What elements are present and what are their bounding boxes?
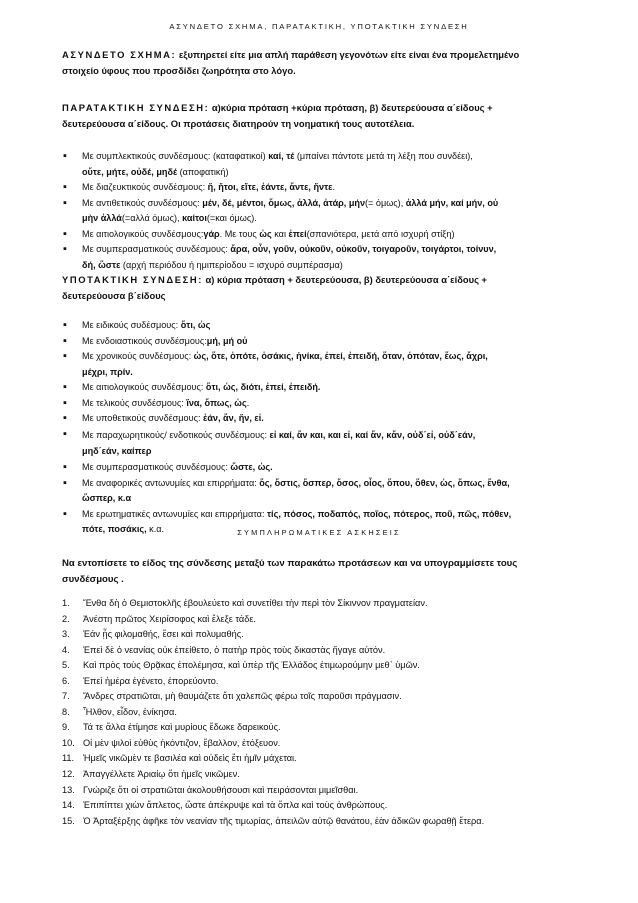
asyndeto-text-line2: στοιχείο ύφους που προσδίδει ζωηρότητα στο λόγο. [62, 64, 296, 76]
item-text: . [246, 397, 250, 408]
list-item [62, 318, 582, 334]
task-line1: Να εντοπίσετε το είδος της σύνδεσης μεταξύ των παρακάτω προτάσεων και να υπογραμμίσετε τους [62, 558, 518, 569]
exercise-sentence: Γνώριζε ὅτι οἱ στρατιῶται ἀκολουθήσουσι καὶ πειράσονται μιμεῖσθαι. [83, 784, 359, 795]
list-item [62, 411, 582, 427]
exercise-number: 15. [62, 815, 75, 826]
exercise-sentence: Ἀνέστη πρῶτος Χειρίσοφος καὶ ἔλεξε τάδε. [83, 613, 256, 624]
exercise-item [62, 674, 582, 690]
exercise-number: 5. [62, 660, 70, 671]
parataktiki-section [62, 100, 577, 131]
item-text: Με αντιθετικούς συνδέσμους: [82, 197, 203, 208]
item-text: Με ερωτηματικές αντωνυμίες και επιρρήματα: [82, 508, 267, 519]
exercise-number: 2. [62, 613, 70, 624]
ypotaktiki-section [62, 272, 577, 303]
item-conjunctions: οὔτε, μήτε, οὐδέ, μηδέ [82, 166, 178, 177]
list-item [62, 180, 582, 196]
exercise-sentence: Ἄνδρες στρατιῶται, μὴ θαυμάζετε ὅτι χαλεπῶς φέρω τοῖς παροῦσι πράγμασιν. [83, 691, 402, 702]
exercise-sentence: Ἦλθον, εἶδον, ἐνίκησα. [83, 706, 177, 717]
item-conjunctions: δή, ὥστε [82, 259, 121, 270]
parataktiki-text-line2: δευτερεύουσα α΄είδους. Οι προτάσεις διατηρούν τη νοηματική τους αυτοτέλεια. [62, 117, 415, 129]
exercise-item [62, 736, 582, 752]
exercise-sentence: Οἱ μὲν ψιλοὶ εὐθὺς ἠκόντιζον, ἔβαλλον, ἐτόξευον. [83, 737, 281, 748]
exercise-sentence: Ἐπιπίπτει χιὼν ἄπλετος, ὥστε ἀπέκρυψε καὶ τὰ ὅπλα καὶ τοὺς ἀνθρώπους. [83, 800, 388, 811]
exercise-number: 1. [62, 598, 70, 608]
exercises-task [62, 556, 577, 587]
parataktiki-label: ΠΑΡΑΤΑΚΤΙΚΗ ΣΥΝΔΕΣΗ: [62, 102, 210, 113]
exercise-sentence: Ἀπαγγέλλετε Ἀριαίῳ ὅτι ἡμεῖς νικῶμεν. [83, 769, 240, 780]
item-text: Με συμπλεκτικούς συνδέσμους: (καταφατικοί) [82, 151, 269, 161]
exercise-sentence: Ἡμεῖς νικῶμὲν τε βασιλέα καὶ οὐδεὶς ἔτι ἡμῖν μάχεται. [83, 753, 297, 764]
list-item [62, 227, 582, 243]
exercise-sentence: Ἐάν ᾖς φιλομαθής, ἔσει καὶ πολυμαθής. [83, 629, 244, 640]
item-text: και [271, 228, 289, 239]
item-conjunctions: ἵνα, ὅπως, ὡς [186, 397, 247, 408]
item-text: (αποφατική) [177, 166, 229, 177]
exercise-number: 10. [62, 737, 75, 748]
exercise-item [62, 783, 582, 799]
item-text: Με τελικούς συνδέσμους: [82, 397, 187, 408]
item-conjunctions: ὡς, ὅτε, ὁπότε, ὁσάκις, ἡνίκα, ἐπεί, ἐπειδή, ὅταν, ὁπόταν, ἕως, ἄχρι, [193, 351, 488, 361]
asyndeto-label: ΑΣΥΝΔΕΤΟ ΣΧΗΜΑ: [62, 49, 177, 60]
item-conjunctions: τίς, πόσος, ποδαπός, ποῖος, πότερος, ποῦ, πῶς, πόθεν, [267, 508, 512, 519]
item-conjunctions: εἰ καί, ἄν και, και εἰ, καί ἄν, κἄν, οὐδ΄εἰ, οὐδ΄εάν, [269, 429, 476, 440]
item-text: Με υποθετικούς συνδέσμους: [82, 413, 203, 423]
item-text: Με αναφορικές αντωνυμίες και επιρρήματα: [82, 477, 260, 488]
item-text: Με αιτιολογικούς συνδέσμους: [82, 228, 204, 239]
list-item [62, 396, 582, 412]
item-conjunctions: ἤ, ἤτοι, εἴτε, ἐάντε, ἄντε, ἤντε [207, 182, 333, 192]
item-conjunctions: μέχρι, πρίν. [82, 366, 133, 377]
item-text: . [332, 182, 335, 192]
item-conjunctions: μηδ΄εάν, καίπερ [82, 446, 152, 457]
exercise-item [62, 767, 582, 783]
item-conjunctions: πότε, ποσάκις, [82, 524, 147, 535]
item-conjunctions: καί, τέ [268, 151, 295, 161]
item-text: Με συμπερασματικούς συνδέσμους: [82, 244, 231, 254]
list-item [62, 334, 582, 350]
ypotaktiki-text-line1: α) κύρια πρόταση + δευτερεύουσα, β) δευτερεύουσα α΄είδους + [202, 274, 488, 285]
item-conjunctions: μέν, δέ, μέντοι, ὅμως, ἀλλά, ἀτάρ, μήν [202, 197, 366, 208]
exercise-number: 11. [62, 753, 75, 764]
parataktiki-text-line1: α)κύρια πρόταση +κύρια πρόταση, β) δευτερεύουσα α΄είδους + [209, 102, 493, 113]
exercise-number: 8. [62, 706, 70, 717]
exercise-item [62, 596, 582, 612]
item-text: Με χρονικούς συνδέσμους: [82, 351, 194, 361]
ypotaktiki-text-line2: δευτερεύουσα β΄είδους [62, 289, 166, 301]
exercise-item [62, 814, 582, 830]
exercise-sentence: Ἐπεὶ δὲ ὁ νεανίας οὐκ ἐπείθετο, ὁ πατὴρ πρὸς τοὺς δικαστὰς ἤγαγε αὐτόν. [83, 644, 386, 655]
item-conjunctions: ἄρα, οὖν, γοῦν, οὐκοῦν, οὐκοῦν, τοιγαροῦν, τοιγάρτοι, τοίνυν, [230, 244, 497, 254]
item-conjunctions: ὡς [259, 228, 272, 239]
exercise-item [62, 751, 582, 767]
parataktiki-list [62, 149, 582, 273]
task-line2: συνδέσμους . [62, 573, 124, 585]
exercise-list [62, 596, 582, 829]
item-conjunctions: ἐάν, ἄν, ἤν, εἰ. [203, 413, 264, 423]
ypotaktiki-label: ΥΠΟΤΑΚΤΙΚΗ ΣΥΝΔΕΣΗ: [62, 274, 203, 285]
exercise-sentence: Καὶ πρὸς τοὺς Θρᾷκας ἐπολέμησα, καὶ ὑπὲρ τῆς Ἑλλάδος ἐτιμωρούμην μεθ᾽ ὑμῶν. [83, 660, 420, 671]
exercise-item [62, 627, 582, 643]
item-conjunctions: ἐπεί [288, 228, 307, 239]
asyndeto-section [62, 47, 577, 78]
item-conjunctions: καίτοι [182, 213, 207, 223]
exercise-number: 9. [62, 722, 70, 733]
asyndeto-text-line1: εξυπηρετεί είτε μια απλή παράθεση γεγονότων είτε είναι ένα προμελετημένο [176, 49, 520, 60]
item-conjunctions: ὥσπερ, κ.α [82, 493, 132, 504]
list-item [62, 149, 582, 180]
item-conjunctions: ἀλλά μήν, καί μήν, οὐ [405, 197, 499, 208]
exercise-item [62, 658, 582, 674]
item-conjunctions: γάρ [203, 228, 220, 239]
item-text: (=και όμως). [206, 213, 257, 223]
list-item [62, 460, 582, 476]
exercise-item [62, 689, 582, 705]
exercise-number: 13. [62, 784, 75, 795]
exercise-item [62, 612, 582, 628]
list-item [62, 476, 582, 507]
exercise-sentence: Ἔνθα δὴ ὁ Θεμιστοκλῆς ἐβουλεύετο καὶ συνετίθει τὴν περὶ τὸν Σίκιννον πραγματείαν. [83, 598, 428, 608]
item-conjunctions: μή, μή οὐ [206, 335, 248, 346]
exercise-number: 7. [62, 691, 70, 702]
list-item [62, 349, 582, 380]
list-item [62, 242, 582, 273]
item-text: Με διαζευκτικούς συνδέσμους: [82, 182, 208, 192]
exercise-sentence: Ὁ Ἀρταξέρξης ἀφῆκε τὸν νεανίαν τῆς τιμωρίας, ἀπειλῶν αὐτῷ θανάτου, ἐὰν ἀδικῶν φωραθῇ ἔτερα. [83, 815, 485, 826]
exercises-title: ΣΥΜΠΛΗΡΩΜΑΤΙΚΕΣ ΑΣΚΗΣΕΙΣ [237, 528, 401, 537]
item-text: (= όμως), [365, 197, 406, 208]
item-conjunctions: ὅτι, ὡς, διότι, ἐπεί, ἐπειδή. [205, 382, 321, 392]
exercise-number: 12. [62, 769, 75, 780]
item-conjunctions: ὥστε, ὡς. [230, 462, 273, 473]
exercise-item [62, 798, 582, 814]
item-text: Με ειδικούς συδέσμους: [82, 320, 181, 330]
item-text: (σπανιότερα, μετά από ισχυρή στίξη) [306, 228, 455, 239]
ypotaktiki-list [62, 318, 582, 538]
item-conjunctions: ὅτι, ὡς [180, 320, 211, 330]
exercise-number: 3. [62, 629, 70, 640]
item-text: Με συμπερασματικούς συνδέσμους: [82, 462, 231, 473]
exercise-item [62, 643, 582, 659]
exercise-item [62, 705, 582, 721]
exercise-sentence: Τά τε ἄλλα ἐτίμησε καὶ μυρίους ἔδωκε δαρεικούς. [83, 722, 281, 733]
item-text: Με αιτιολογικούς συνδέσμους: [82, 382, 206, 392]
item-text: Με ενδοιαστικούς συνδέσμους: [82, 335, 207, 346]
item-text: . Με τους [219, 228, 260, 239]
item-text: Με παραχωρητικούς/ ενδοτικούς συνδέσμους: [82, 429, 270, 440]
item-text: κ.α. [146, 524, 165, 535]
item-text: (=αλλά όμως), [121, 213, 183, 223]
exercise-number: 6. [62, 675, 70, 686]
exercise-sentence: Ἐπεὶ ἡμέρα ἐγένετο, ἐπορεύοντο. [83, 675, 219, 686]
exercise-number: 14. [62, 800, 75, 811]
exercise-number: 4. [62, 644, 70, 655]
item-text: (αρχή περιόδου ή ημιπερίοδου = ισχυρό συμπέρασμα) [120, 259, 343, 270]
item-text: (μπαίνει πάντοτε μετά τη λέξη που συνδέει), [294, 151, 473, 161]
item-conjunctions: μὴν ἀλλά [82, 213, 122, 223]
document-title: ΑΣΥΝΔΕΤΟ ΣΧΗΜΑ, ΠΑΡΑΤΑΚΤΙΚΗ, ΥΠΟΤΑΚΤΙΚΗ ΣΥΝΔΕΣΗ [169, 22, 469, 31]
list-item [62, 427, 582, 461]
list-item [62, 380, 582, 396]
exercise-item [62, 720, 582, 736]
list-item [62, 196, 582, 227]
item-conjunctions: ὅς, ὅστις, ὅσπερ, ὅσος, οἷος, ὅπου, ὅθεν, ὡς, ὅπως, ἔνθα, [259, 477, 510, 488]
